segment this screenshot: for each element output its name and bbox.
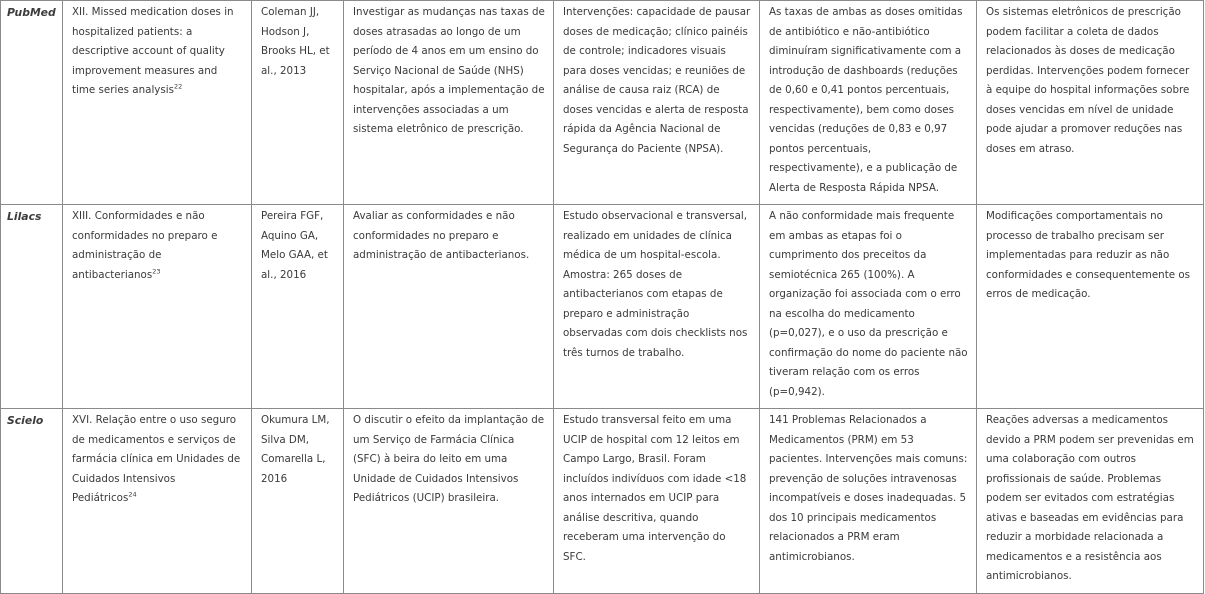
results-cell: As taxas de ambas as doses omitidas de antibiótico e não-antibiótico diminuíram significativamente com a introdução de dashboards (reduções de 0,60 e 0,41 pontos percentuais, respectivamente), bem como doses vencidas (reduções de 0,83 e 0,97 pontos percentuais, respectivamente), e a publicação de Alerta de Resposta Rápida NPSA.	[760, 1, 977, 205]
results-cell: 141 Problemas Relacionados a Medicamentos (PRM) em 53 pacientes. Intervenções mais comuns: prevenção de soluções intravenosas incompatíveis e doses inadequadas. 5 dos 10 principais medicamentos relacionados a PRM eram antimicrobianos.	[760, 409, 977, 594]
objective-cell: Investigar as mudanças nas taxas de doses atrasadas ao longo de um período de 4 anos em um ensino do Serviço Nacional de Saúde (NHS) hospitalar, após a implementação de intervenções associadas a um sistema eletrônico de prescrição.	[344, 1, 554, 205]
reference-number: 23	[152, 267, 161, 276]
table-row	[1, 205, 1204, 409]
table-row	[1, 409, 1204, 594]
database-cell: Scielo	[1, 409, 63, 594]
authors-cell: Pereira FGF, Aquino GA, Melo GAA, et al., 2016	[252, 205, 344, 409]
authors-cell: Okumura LM, Silva DM, Comarella L, 2016	[252, 409, 344, 594]
objective-cell: Avaliar as conformidades e não conformidades no preparo e administração de antibacterianos.	[344, 205, 554, 409]
method-cell: Estudo transversal feito em uma UCIP de hospital com 12 leitos em Campo Largo, Brasil. Foram incluídos indivíduos com idade <18 anos internados em UCIP para análise descritiva, quando receberam uma intervenção do SFC.	[554, 409, 760, 594]
reference-number: 22	[174, 82, 183, 91]
method-cell: Intervenções: capacidade de pausar doses de medicação; clínico painéis de controle; indicadores visuais para doses vencidas; e reuniões de análise de causa raiz (RCA) de doses vencidas e alerta de resposta rápida da Agência Nacional de Segurança do Paciente (NPSA).	[554, 1, 760, 205]
article-title: XIII. Conformidades e não conformidades no preparo e administração de antibacterianos	[72, 210, 218, 281]
conclusion-cell: Modificações comportamentais no processo de trabalho precisam ser implementadas para reduzir as não conformidades e consequentemente os erros de medicação.	[977, 205, 1204, 409]
title-cell	[63, 409, 252, 594]
results-cell: A não conformidade mais frequente em ambas as etapas foi o cumprimento dos preceitos da semiotécnica 265 (100%). A organização foi associada com o erro na escolha do medicamento (p=0,027), e o uso da prescrição e confirmação do nome do paciente não tiveram relação com os erros (p=0,942).	[760, 205, 977, 409]
method-cell: Estudo observacional e transversal, realizado em unidades de clínica médica de um hospital-escola. Amostra: 265 doses de antibacterianos com etapas de preparo e administração observadas com dois checklists nos três turnos de trabalho.	[554, 205, 760, 409]
database-cell: Lilacs	[1, 205, 63, 409]
article-title: XII. Missed medication doses in hospitalized patients: a descriptive account of quality improvement measures and time series analysis	[72, 6, 234, 96]
table-row	[1, 1, 1204, 205]
reference-number: 24	[128, 490, 137, 499]
authors-cell: Coleman JJ, Hodson J, Brooks HL, et al., 2013	[252, 1, 344, 205]
conclusion-cell: Os sistemas eletrônicos de prescrição podem facilitar a coleta de dados relacionados às doses de medicação perdidas. Intervenções podem fornecer à equipe do hospital informações sobre doses vencidas em nível de unidade pode ajudar a promover reduções nas doses em atraso.	[977, 1, 1204, 205]
title-cell	[63, 205, 252, 409]
objective-cell: O discutir o efeito da implantação de um Serviço de Farmácia Clínica (SFC) à beira do leito em uma Unidade de Cuidados Intensivos Pediátricos (UCIP) brasileira.	[344, 409, 554, 594]
article-title: XVI. Relação entre o uso seguro de medicamentos e serviços de farmácia clínica em Unidades de Cuidados Intensivos Pediátricos	[72, 414, 241, 504]
title-cell	[63, 1, 252, 205]
conclusion-cell: Reações adversas a medicamentos devido a PRM podem ser prevenidas em uma colaboração com outros profissionais de saúde. Problemas podem ser evitados com estratégias ativas e baseadas em evidências para reduzir a morbidade relacionada a medicamentos e a resistência aos antimicrobianos.	[977, 409, 1204, 594]
database-cell: PubMed	[1, 1, 63, 205]
